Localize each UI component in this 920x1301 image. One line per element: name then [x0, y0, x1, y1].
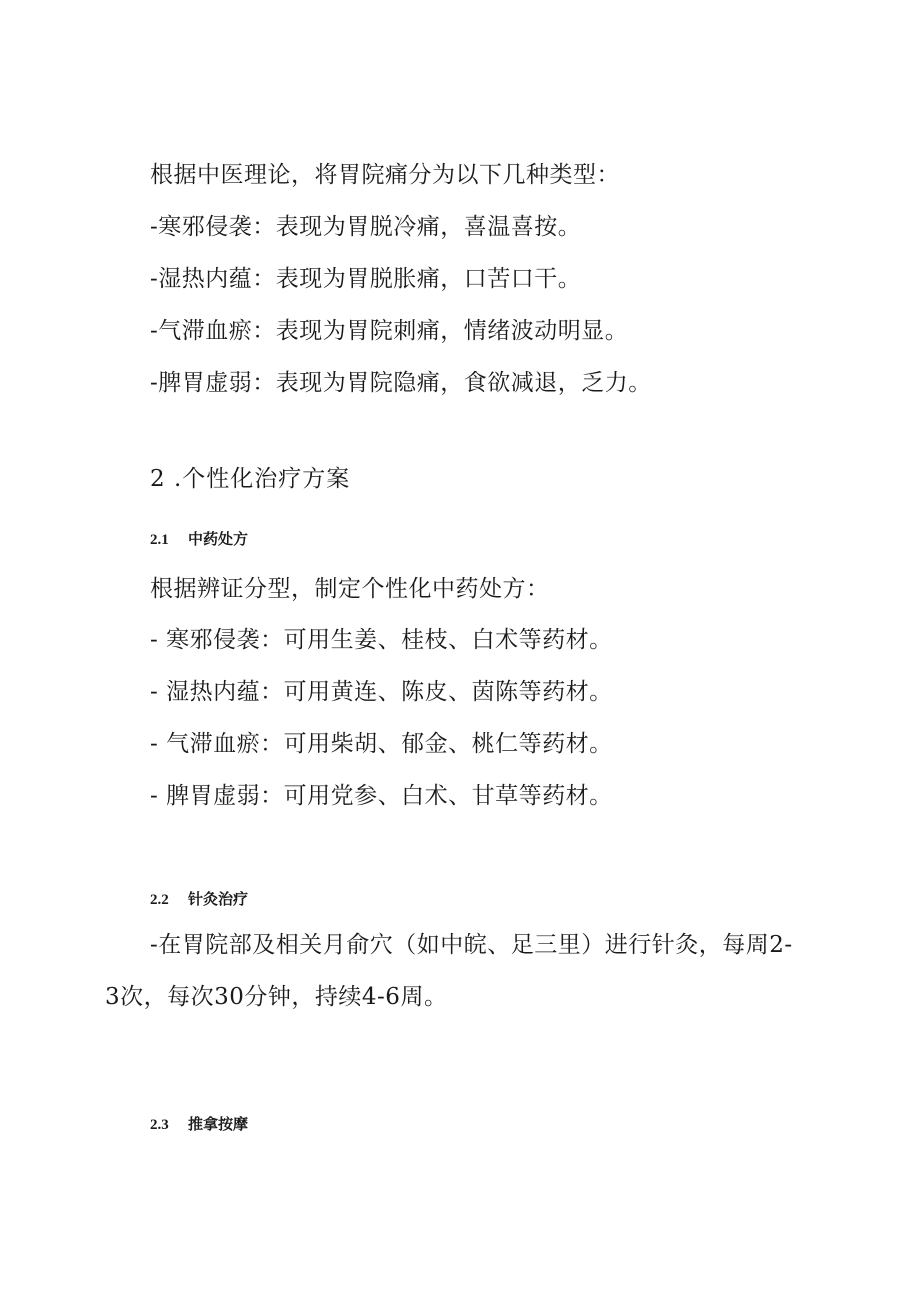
type-item-qi-stagnation: -气滞血瘀：表现为胃院刺痛，情绪波动明显。 [150, 318, 629, 344]
subheading-number: 2.3 [150, 1117, 169, 1133]
type-item-spleen-weak: -脾胃虚弱：表现为胃院隐痛，食欲减退，乏力。 [150, 370, 652, 396]
herbal-item-qi-stagnation: - 气滞血瘀：可用柴胡、郁金、桃仁等药材。 [150, 731, 613, 757]
subheading-title: 针灸治疗 [188, 890, 249, 908]
herbal-intro: 根据辨证分型，制定个性化中药处方： [150, 576, 550, 602]
subheading-title: 推拿按摩 [188, 1115, 249, 1133]
type-item-cold: -寒邪侵袭：表现为胃脱冷痛，喜温喜按。 [150, 214, 582, 240]
subheading-number: 2.2 [150, 892, 169, 908]
section-heading-treatment: 2 .个性化治疗方案 [150, 466, 351, 492]
acupuncture-text: -在胃院部及相关月俞穴（如中皖、足三里）进行针灸，每周2-3次，每次30分钟，持续4-6周。 [105, 932, 793, 1010]
herbal-item-spleen-weak: - 脾胃虚弱：可用党参、白术、甘草等药材。 [150, 783, 613, 809]
subheading-number: 2.1 [150, 532, 169, 548]
subheading-acupuncture [150, 889, 248, 910]
types-intro: 根据中医理论，将胃院痛分为以下几种类型： [150, 162, 620, 188]
subheading-massage [150, 1114, 248, 1135]
herbal-item-cold: - 寒邪侵袭：可用生姜、桂枝、白术等药材。 [150, 627, 613, 653]
herbal-item-damp-heat: - 湿热内蕴：可用黄连、陈皮、茵陈等药材。 [150, 679, 613, 705]
subheading-herbal [150, 529, 248, 550]
type-item-damp-heat: -湿热内蕴：表现为胃脱胀痛，口苦口干。 [150, 266, 582, 292]
subheading-title: 中药处方 [188, 530, 249, 548]
